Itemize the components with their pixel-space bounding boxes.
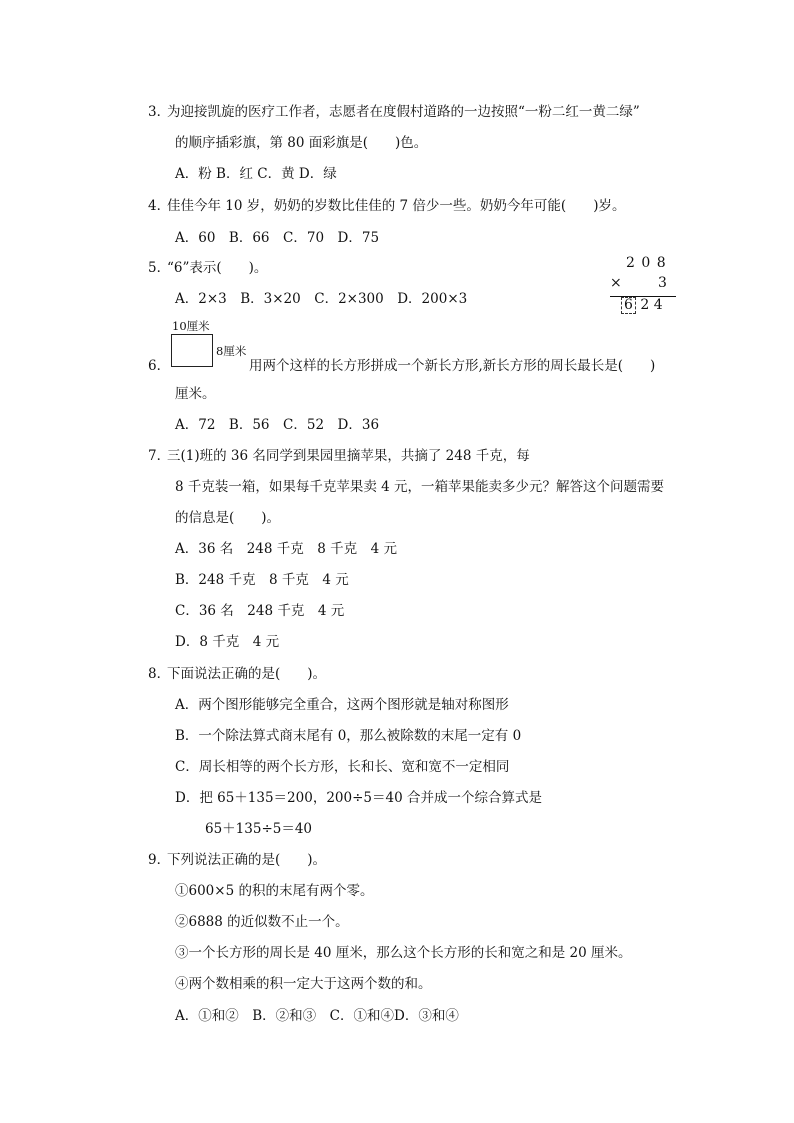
- q7-option-a: A．36 名 248 千克 8 千克 4 元: [175, 541, 398, 557]
- product: [621, 297, 663, 314]
- q4-number: 4．: [148, 198, 171, 214]
- q6-text-line2: 厘米。: [175, 386, 216, 402]
- q3-text-line1: 为迎接凯旋的医疗工作者，志愿者在度假村道路的一边按照“一粉二红一黄二绿”: [167, 104, 640, 120]
- multiplicand: 2 0 8: [626, 255, 667, 271]
- q7-text-line1: 三(1)班的 36 名同学到果园里摘苹果，共摘了 248 千克，每: [167, 448, 530, 464]
- multiply-sign: ×: [610, 275, 622, 291]
- q7-option-d: D．8 千克 4 元: [175, 634, 280, 650]
- rect-height-label: 8厘米: [216, 344, 247, 358]
- q9-text: 下列说法正确的是( )。: [167, 852, 327, 868]
- vertical-multiplication: [606, 255, 676, 317]
- q7-text-line2: 8 千克装一箱，如果每千克苹果卖 4 元，一箱苹果能卖多少元？解答这个问题需要: [175, 479, 665, 495]
- q7-number: 7．: [148, 448, 171, 464]
- q3-options: A．粉 B．红 C．黄 D．绿: [175, 166, 337, 182]
- product-rest: 2 4: [640, 297, 663, 313]
- q9-statement-2: ②6888 的近似数不止一个。: [175, 914, 349, 930]
- q8-formula: 65＋135÷5＝40: [205, 821, 313, 837]
- multiplier: 3: [658, 275, 667, 291]
- q8-option-b: B．一个除法算式商末尾有 0，那么被除数的末尾一定有 0: [175, 728, 522, 744]
- q5-options: A．2×3 B．3×20 C．2×300 D．200×3: [175, 291, 468, 307]
- q6-text-line1: 用两个这样的长方形拼成一个新长方形,新长方形的周长最长是( ): [249, 358, 656, 374]
- q5-text: “6”表示( )。: [167, 260, 268, 276]
- rect-width-label: 10厘米: [172, 319, 210, 333]
- q8-option-d: D．把 65＋135＝200，200÷5＝40 合并成一个综合算式是: [175, 790, 542, 806]
- q9-statement-4: ④两个数相乘的积一定大于这两个数的和。: [175, 976, 432, 992]
- q7-option-c: C．36 名 248 千克 4 元: [175, 603, 345, 619]
- rectangle-figure: [171, 334, 213, 367]
- q7-option-b: B．248 千克 8 千克 4 元: [175, 572, 349, 588]
- q9-statement-1: ①600×5 的积的末尾有两个零。: [175, 883, 374, 899]
- q8-option-a: A．两个图形能够完全重合，这两个图形就是轴对称图形: [175, 697, 509, 713]
- q4-options: A．60 B．66 C．70 D．75: [175, 230, 380, 246]
- q8-option-c: C．周长相等的两个长方形，长和长、宽和宽不一定相同: [175, 759, 510, 775]
- q8-number: 8．: [148, 666, 171, 682]
- q6-options: A．72 B．56 C．52 D．36: [175, 417, 380, 433]
- q7-text-line3: 的信息是( )。: [175, 510, 281, 526]
- q3-text-line2: 的顺序插彩旗，第 80 面彩旗是( )色。: [175, 135, 428, 151]
- q9-options: A．①和② B．②和③ C．①和④D．③和④: [175, 1008, 459, 1024]
- q3-number: 3．: [148, 104, 171, 120]
- q9-number: 9．: [148, 852, 171, 868]
- q9-statement-3: ③一个长方形的周长是 40 厘米，那么这个长方形的长和宽之和是 20 厘米。: [175, 945, 632, 961]
- q6-number: 6．: [148, 358, 171, 374]
- q4-text: 佳佳今年 10 岁，奶奶的岁数比佳佳的 7 倍少一些。奶奶今年可能( )岁。: [167, 198, 626, 214]
- q5-number: 5．: [148, 260, 171, 276]
- q8-text: 下面说法正确的是( )。: [167, 666, 327, 682]
- boxed-digit: 6: [621, 297, 636, 314]
